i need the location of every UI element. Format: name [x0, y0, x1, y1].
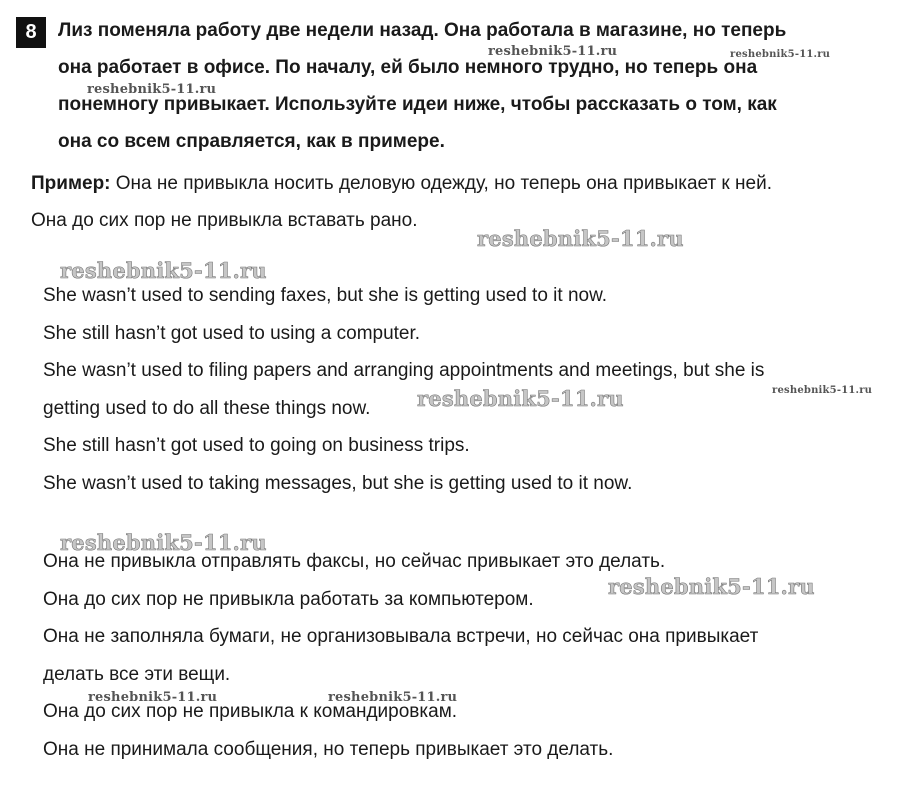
answer-line: getting used to do all these things now. [43, 397, 371, 419]
answer-line: She still hasn’t got used to using a computer. [43, 322, 421, 344]
answer-line: Она до сих пор не привыкла работать за компьютером. [43, 588, 534, 610]
answer-line: Она не принимала сообщения, но теперь привыкает это делать. [43, 738, 614, 760]
example-line [31, 165, 891, 202]
watermark: reshebnik5-11.ru [60, 530, 267, 555]
answer-line: She wasn’t used to filing papers and arranging appointments and meetings, but she is [43, 360, 765, 381]
task-line: она со всем справляется, как в примере. [58, 131, 445, 152]
task-number-badge: 8 [16, 17, 46, 48]
example-label: Пример: [31, 173, 111, 194]
answer-line: Она не заполняла бумаги, не организовывала встречи, но сейчас она привыкает [43, 626, 759, 647]
example-block [31, 165, 891, 239]
watermark: reshebnik5-11.ru [60, 258, 267, 283]
watermark: reshebnik5-11.ru [87, 82, 217, 97]
watermark: reshebnik5-11.ru [608, 574, 815, 599]
example-line: Она до сих пор не привыкла вставать рано. [31, 210, 418, 231]
watermark: reshebnik5-11.ru [88, 690, 218, 705]
task-line: понемногу привыкает. Используйте идеи ниже, чтобы рассказать о том, как [58, 94, 777, 115]
answer-line: She wasn’t used to taking messages, but she is getting used to it now. [43, 472, 633, 494]
answer-line: She wasn’t used to sending faxes, but she is getting used to it now. [43, 285, 608, 306]
answer-line: She still hasn’t got used to going on business trips. [43, 435, 470, 456]
watermark: reshebnik5-11.ru [772, 385, 873, 396]
watermark: reshebnik5-11.ru [488, 44, 618, 59]
watermark: reshebnik5-11.ru [328, 690, 458, 705]
task-line: она работает в офисе. По началу, ей было немного трудно, но теперь она [58, 57, 758, 78]
watermark: reshebnik5-11.ru [417, 386, 624, 411]
example-text: Она не привыкла носить деловую одежду, но теперь она привыкает к ней. [115, 173, 772, 194]
answer-line: делать все эти вещи. [43, 663, 231, 685]
task-line: Лиз поменяла работу две недели назад. Она работала в магазине, но теперь [58, 20, 787, 41]
answer-line: Она до сих пор не привыкла к командировкам. [43, 701, 458, 722]
watermark: reshebnik5-11.ru [477, 226, 684, 251]
answer-line: Она не привыкла отправлять факсы, но сейчас привыкает это делать. [43, 551, 666, 572]
watermark: reshebnik5-11.ru [730, 49, 831, 60]
